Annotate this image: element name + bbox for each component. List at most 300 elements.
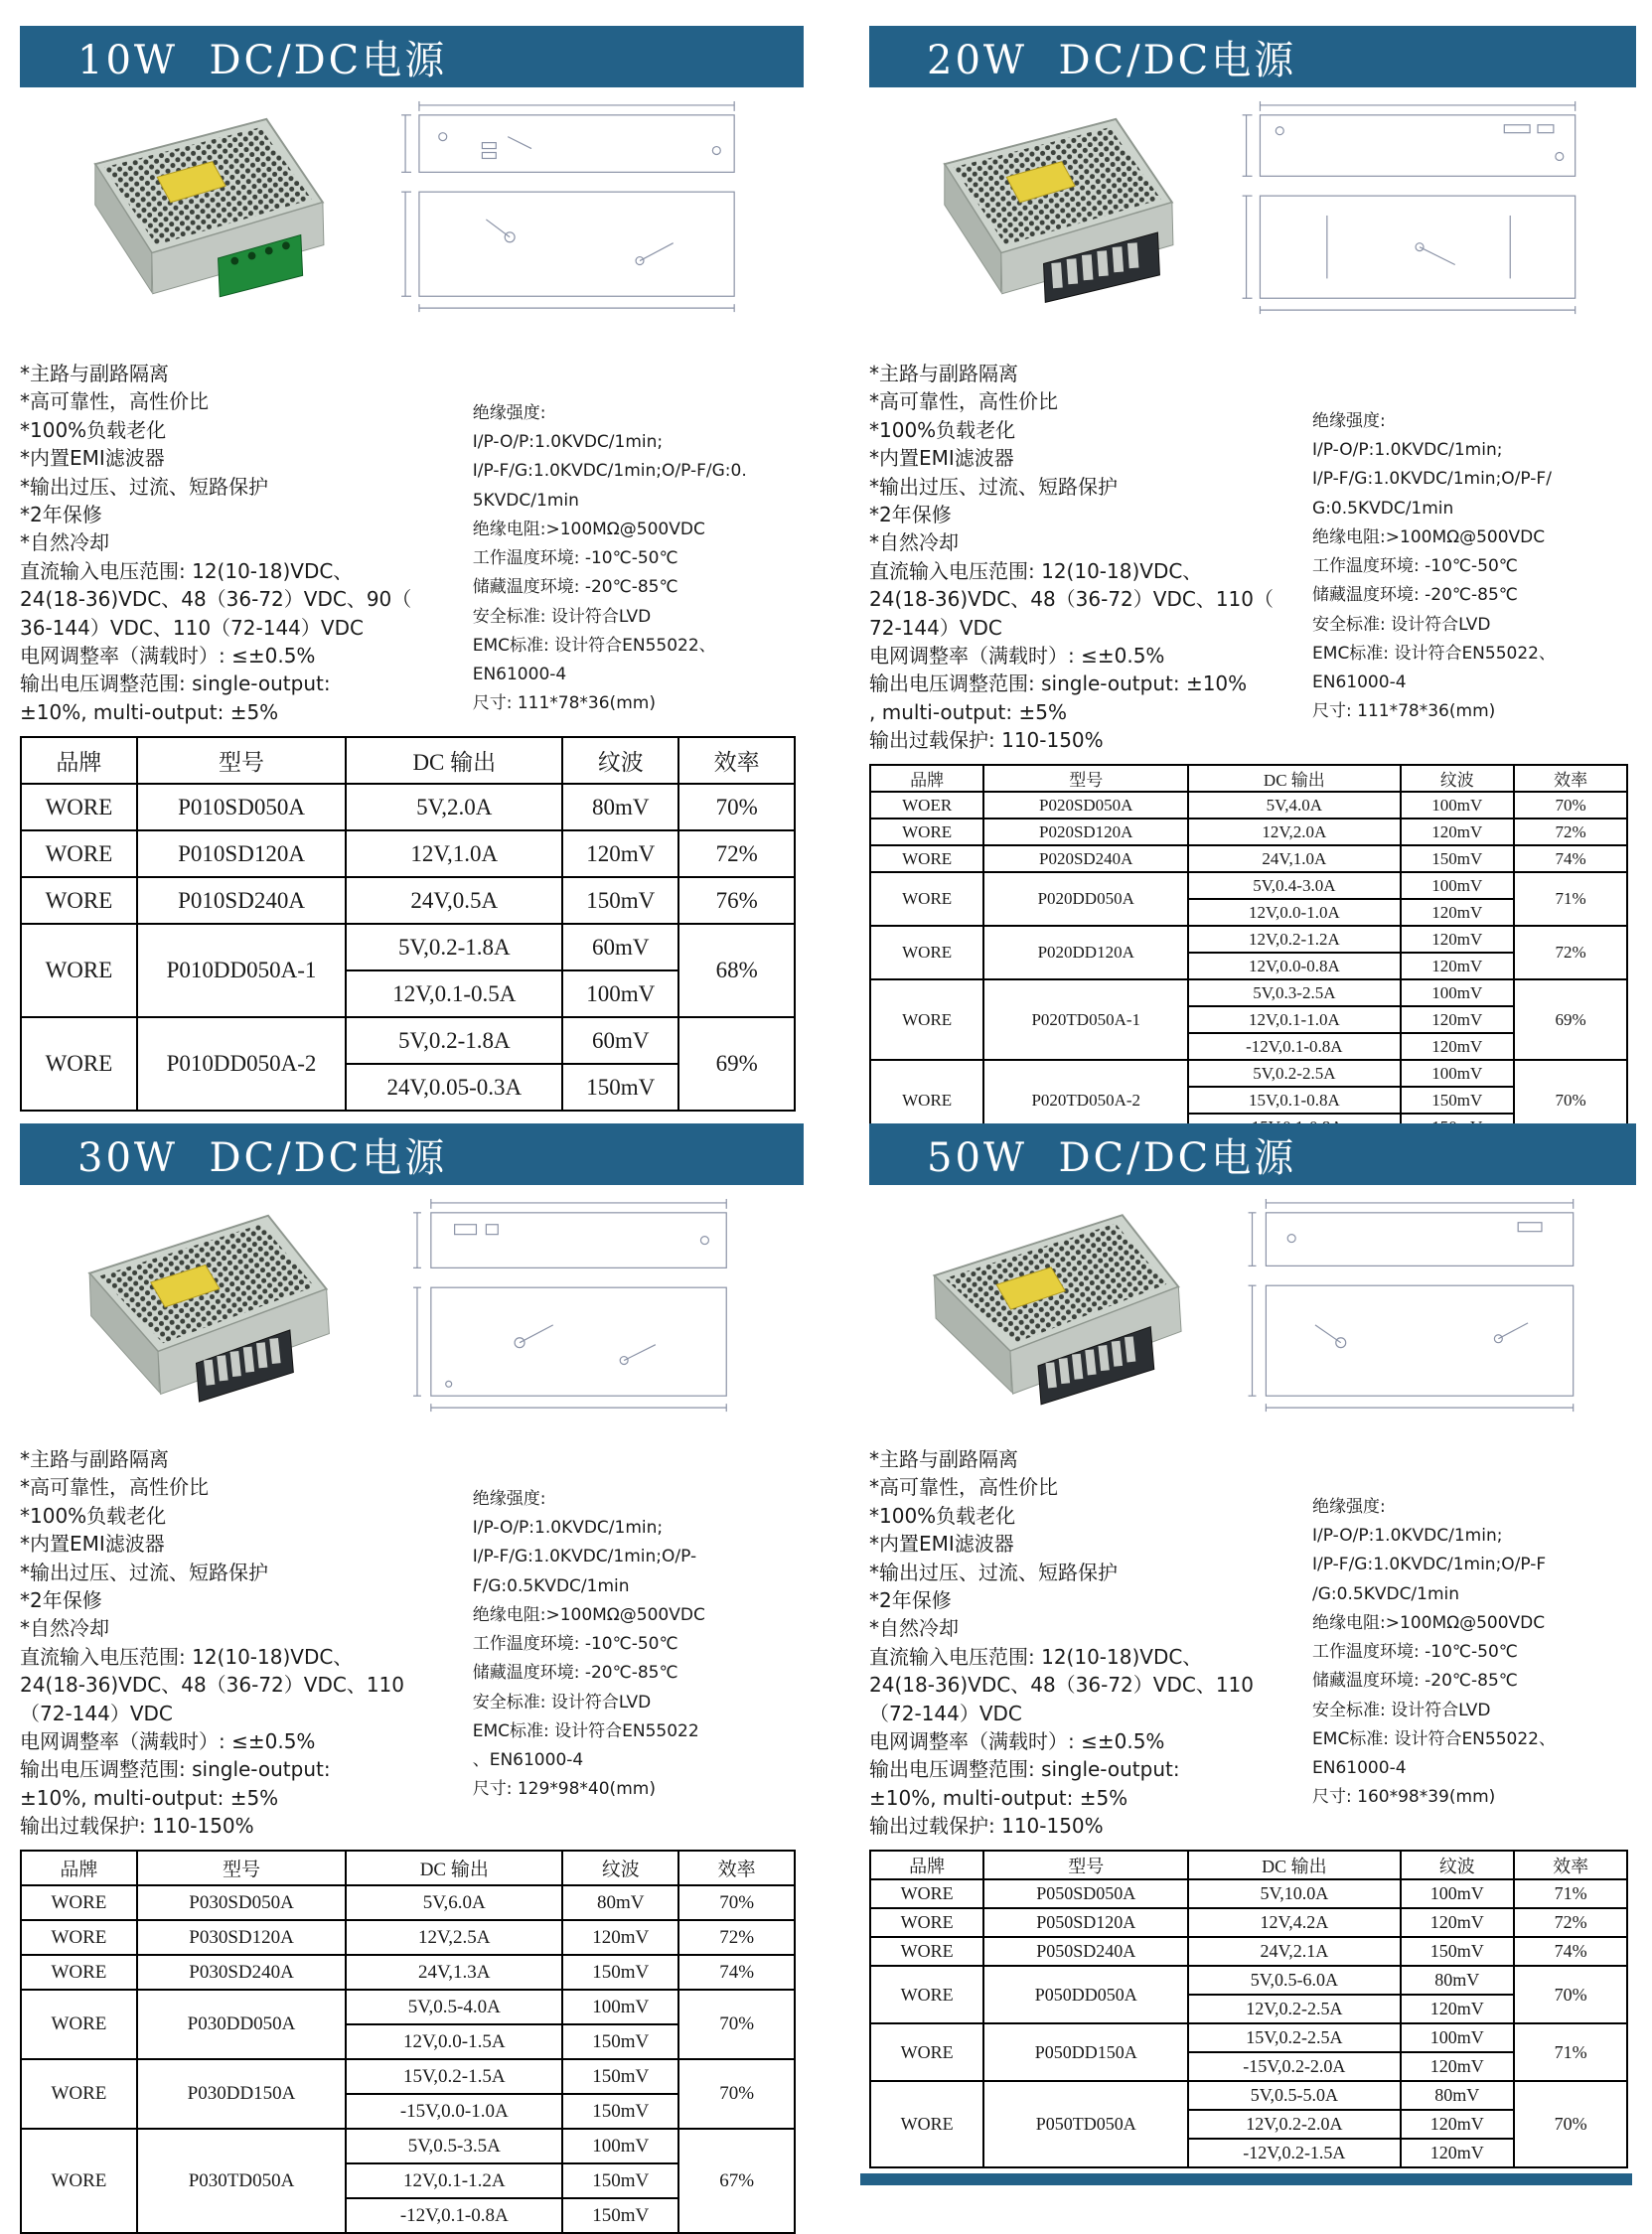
model-cell: P050DD050A [983,1966,1188,2023]
dc-output-cell: 5V,4.0A [1188,792,1400,819]
text-line: 绝缘电阻:>100MΩ@500VDC [1312,526,1546,547]
text-line: *高可靠性，高性价比 [20,1475,209,1500]
efficiency-cell: 74% [1514,1937,1627,1966]
section-banner [869,26,1636,87]
text-line: *主路与副路隔离 [20,362,169,385]
text-line: I/P-O/P:1.0KVDC/1min; [1312,1526,1503,1547]
model-cell: P030SD050A [137,1885,346,1920]
ripple-cell: 150mV [562,2024,678,2059]
text-line: 绝缘强度: [1312,1497,1386,1517]
column-header: 纹波 [562,1851,678,1885]
ripple-cell: 120mV [1401,1006,1514,1033]
text-line: 24(18-36)VDC、48（36-72）VDC、110 [869,1673,1255,1698]
table-row [870,872,1627,899]
brand-cell: WORE [21,1955,137,1990]
dc-output-cell: 5V,6.0A [346,1885,562,1920]
text-line: *自然冷却 [20,530,109,555]
header-row [21,1851,795,1885]
text-line: 绝缘电阻:>100MΩ@500VDC [472,519,705,539]
dc-output-cell: 12V,0.2-1.2A [1188,926,1400,953]
table-row [21,2129,795,2163]
ripple-cell: 120mV [562,830,678,877]
table-row [870,2081,1627,2110]
column-header: 效率 [1514,1851,1627,1879]
dimension-drawing [364,97,804,324]
dc-output-cell: 24V,0.5A [346,877,562,924]
text-line: EMC标准: 设计符合EN55022、 [472,635,716,656]
section-50w [829,1098,1652,2185]
column-header: 型号 [137,737,346,784]
specs-right [1306,1445,1636,1840]
section-banner [869,1123,1636,1185]
text-line: 5KVDC/1min [472,490,579,511]
dc-output-cell: 5V,0.5-6.0A [1188,1966,1400,1995]
section-title: 50W DC/DC电源 [927,1134,1297,1181]
column-header: 品牌 [21,1851,137,1885]
column-header: 纹波 [1401,1851,1514,1879]
ripple-cell: 150mV [562,1064,678,1111]
table-row [21,1920,795,1955]
text-line: 尺寸: 129*98*40(mm) [472,1779,656,1800]
brand-cell: WORE [21,1885,137,1920]
text-line: *自然冷却 [20,1616,109,1641]
section-title: 20W DC/DC电源 [927,37,1297,83]
text-line: 工作温度环境: -10℃-50℃ [1312,556,1518,577]
ripple-cell: 100mV [1401,1879,1514,1908]
brand-cell: WORE [870,1937,983,1966]
table-row [870,1937,1627,1966]
table-row [21,924,795,970]
brand-cell: WORE [21,1990,137,2059]
header-row [21,737,795,784]
text-line: 工作温度环境: -10℃-50℃ [472,1634,678,1655]
model-cell: P020SD240A [983,845,1188,872]
header-row [870,765,1627,792]
column-header: 型号 [983,765,1188,792]
text-line: *内置EMI滤波器 [20,446,165,471]
spec-table [869,764,1628,1141]
text-columns [869,1445,1636,1840]
text-line: EN61000-4 [472,665,567,685]
brand-cell: WORE [21,784,137,830]
model-cell: P030TD050A [137,2129,346,2233]
text-line: I/P-O/P:1.0KVDC/1min; [472,432,664,453]
text-line: 绝缘强度: [1312,411,1386,431]
text-line: *2年保修 [20,1587,102,1612]
dc-output-cell: 12V,0.0-1.0A [1188,899,1400,926]
brand-cell: WORE [21,2129,137,2233]
ripple-cell: 120mV [1401,2139,1514,2167]
text-line: 尺寸: 160*98*39(mm) [1312,1787,1496,1808]
brand-cell: WORE [870,845,983,872]
table-row [870,1966,1627,1995]
text-columns [20,1445,804,1840]
ripple-cell: 100mV [1401,872,1514,899]
efficiency-cell: 69% [1514,979,1627,1060]
text-line: *输出过压、过流、短路保护 [20,1560,268,1584]
dc-output-cell: 5V,0.5-5.0A [1188,2081,1400,2110]
text-line: *输出过压、过流、短路保护 [20,474,268,499]
table-row [21,1885,795,1920]
feature-list [20,360,467,557]
column-header: 效率 [1514,765,1627,792]
dc-output-cell: 15V,0.2-1.5A [346,2059,562,2094]
text-line: EN61000-4 [1312,1758,1407,1779]
dc-output-cell: 12V,0.2-2.5A [1188,1995,1400,2023]
psu-photo [895,1193,1185,1429]
table-row [21,1017,795,1064]
efficiency-cell: 72% [678,830,795,877]
column-header: DC 输出 [346,1851,562,1885]
section-30w [0,1098,829,2226]
dc-output-cell: 12V,0.1-1.0A [1188,1006,1400,1033]
dc-output-cell: -12V,0.1-0.8A [1188,1033,1400,1060]
text-line: 输出电压调整范围: single-output: ±10% [869,671,1248,696]
text-line: 输出电压调整范围: single-output: [869,1757,1180,1782]
text-line: *自然冷却 [869,530,959,555]
table-row [870,1879,1627,1908]
column-header: DC 输出 [1188,1851,1400,1879]
specs-left [20,557,467,726]
feature-list [20,1445,467,1643]
column-header: 效率 [678,737,795,784]
text-line: *输出过压、过流、短路保护 [869,474,1118,499]
text-line: 输出电压调整范围: single-output: [20,671,331,696]
text-line: 电网调整率（满载时）: ≤±0.5% [20,1728,316,1753]
dc-output-cell: 5V,0.5-3.5A [346,2129,562,2163]
model-cell: P030DD050A [137,1990,346,2059]
brand-cell: WORE [870,2081,983,2167]
ripple-cell: 120mV [1401,1908,1514,1937]
bottom-banner-strip [860,2173,1632,2185]
table-row [21,877,795,924]
brand-cell: WORE [870,926,983,979]
ripple-cell: 60mV [562,924,678,970]
brand-cell: WORE [21,2059,137,2129]
brand-cell: WORE [21,924,137,1017]
brand-cell: WORE [870,1966,983,2023]
efficiency-cell: 72% [678,1920,795,1955]
text-columns [20,360,804,726]
text-line: 直流输入电压范围: 12(10-18)VDC、 [869,558,1203,583]
text-line: 输出过载保护: 110-150% [869,728,1104,753]
dc-output-cell: 5V,10.0A [1188,1879,1400,1908]
text-line: *主路与副路隔离 [20,1447,169,1471]
efficiency-cell: 72% [1514,819,1627,845]
efficiency-cell: 76% [678,877,795,924]
section-banner [20,26,804,87]
text-line: 安全标准: 设计符合LVD [472,1692,652,1713]
ripple-cell: 80mV [562,784,678,830]
section-banner [20,1123,804,1185]
text-line: 24(18-36)VDC、48（36-72）VDC、90（ [20,587,412,612]
text-line: 储藏温度环境: -20℃-85℃ [1312,1671,1518,1692]
column-header: DC 输出 [1188,765,1400,792]
ripple-cell: 120mV [1401,926,1514,953]
efficiency-cell: 70% [1514,1060,1627,1140]
ripple-cell: 120mV [1401,2052,1514,2081]
text-line: *100%负载老化 [869,417,1016,442]
text-line: 工作温度环境: -10℃-50℃ [472,548,678,569]
column-header: 型号 [137,1851,346,1885]
text-line: 安全标准: 设计符合LVD [1312,614,1491,635]
brand-cell: WOER [870,792,983,819]
ripple-cell: 80mV [1401,2081,1514,2110]
text-line: *高可靠性，高性价比 [20,389,209,414]
dc-output-cell: 12V,2.5A [346,1920,562,1955]
brand-cell: WORE [21,1920,137,1955]
dc-output-cell: 5V,0.3-2.5A [1188,979,1400,1006]
column-header: 品牌 [870,1851,983,1879]
efficiency-cell: 70% [1514,792,1627,819]
text-line: （72-144）VDC [869,1701,1022,1725]
text-line: 72-144）VDC [869,615,1002,640]
psu-photo [46,95,336,332]
model-cell: P050SD120A [983,1908,1188,1937]
ripple-cell: 100mV [562,1990,678,2024]
ripple-cell: 150mV [562,877,678,924]
column-header: 型号 [983,1851,1188,1879]
specs-left [20,1643,467,1841]
efficiency-cell: 67% [678,2129,795,2233]
text-line: 绝缘电阻:>100MΩ@500VDC [1312,1612,1546,1633]
psu-photo [46,1193,336,1429]
table-row [870,1908,1627,1937]
table-row [870,845,1627,872]
efficiency-cell: 70% [678,1990,795,2059]
efficiency-cell: 70% [678,2059,795,2129]
text-line: I/P-F/G:1.0KVDC/1min;O/P-F [1312,1555,1547,1575]
dimension-drawing [1213,97,1636,324]
ripple-cell: 100mV [1401,2023,1514,2052]
model-cell: P020DD120A [983,926,1188,979]
feature-list [869,1445,1306,1643]
text-line: 尺寸: 111*78*36(mm) [472,693,656,714]
text-line: 直流输入电压范围: 12(10-18)VDC、 [20,1644,354,1669]
model-cell: P020DD050A [983,872,1188,926]
dc-output-cell: 5V,0.2-2.5A [1188,1060,1400,1087]
brand-cell: WORE [870,1879,983,1908]
specs-left [869,1643,1306,1841]
text-line: 、EN61000-4 [472,1750,584,1771]
efficiency-cell: 71% [1514,2023,1627,2081]
table-row [21,784,795,830]
model-cell: P010DD050A-2 [137,1017,346,1111]
efficiency-cell: 70% [678,1885,795,1920]
dc-output-cell: 12V,2.0A [1188,819,1400,845]
section-10w [0,0,829,1098]
section-title: 10W DC/DC电源 [77,37,448,83]
text-line: （72-144）VDC [20,1701,173,1725]
efficiency-cell: 74% [678,1955,795,1990]
ripple-cell: 100mV [562,970,678,1017]
model-cell: P020TD050A-2 [983,1060,1188,1140]
model-cell: P020SD050A [983,792,1188,819]
table-row [21,1955,795,1990]
text-line: 安全标准: 设计符合LVD [472,606,652,627]
brand-cell: WORE [21,877,137,924]
brand-cell: WORE [870,872,983,926]
text-line: 安全标准: 设计符合LVD [1312,1700,1491,1720]
dc-output-cell: 12V,0.0-0.8A [1188,953,1400,979]
efficiency-cell: 70% [1514,1966,1627,2023]
ripple-cell: 150mV [1401,845,1514,872]
efficiency-cell: 71% [1514,1879,1627,1908]
text-line: 输出电压调整范围: single-output: [20,1757,331,1782]
text-line: *自然冷却 [869,1616,959,1641]
model-cell: P010DD050A-1 [137,924,346,1017]
ripple-cell: 100mV [562,2129,678,2163]
text-line: 电网调整率（满载时）: ≤±0.5% [869,643,1165,668]
section-title: 30W DC/DC电源 [77,1134,448,1181]
dc-output-cell: 5V,0.5-4.0A [346,1990,562,2024]
brand-cell: WORE [870,1060,983,1140]
specs-right [1306,360,1636,754]
dc-output-cell: -15V,0.0-1.0A [346,2094,562,2129]
psu-photo [895,95,1185,332]
efficiency-cell: 70% [678,784,795,830]
table-row [870,2023,1627,2052]
dimension-drawing [1213,1195,1636,1421]
dc-output-cell: 5V,0.4-3.0A [1188,872,1400,899]
text-line: 绝缘强度: [472,403,546,423]
ripple-cell: 120mV [562,1920,678,1955]
ripple-cell: 60mV [562,1017,678,1064]
media-row [20,95,804,356]
ripple-cell: 150mV [562,1955,678,1990]
model-cell: P050SD240A [983,1937,1188,1966]
text-line: F/G:0.5KVDC/1min [472,1575,630,1596]
dc-output-cell: 12V,0.1-0.5A [346,970,562,1017]
dc-output-cell: -12V,0.1-0.8A [346,2198,562,2233]
text-line: *2年保修 [869,502,952,526]
spec-table [869,1850,1628,2168]
text-line: 输出过载保护: 110-150% [20,1814,254,1839]
media-row [869,95,1636,356]
text-line: 储藏温度环境: -20℃-85℃ [472,1663,678,1684]
text-line: *2年保修 [869,1587,952,1612]
text-line: 直流输入电压范围: 12(10-18)VDC、 [869,1644,1203,1669]
text-line: G:0.5KVDC/1min [1312,498,1454,519]
table-row [870,926,1627,953]
text-line: 输出过载保护: 110-150% [869,1814,1104,1839]
efficiency-cell: 72% [1514,1908,1627,1937]
spec-table [20,736,796,1112]
text-line: 储藏温度环境: -20℃-85℃ [1312,585,1518,606]
text-line: *主路与副路隔离 [869,362,1018,385]
text-line: EN61000-4 [1312,672,1407,693]
text-line: 24(18-36)VDC、48（36-72）VDC、110 [20,1673,405,1698]
text-line: 尺寸: 111*78*36(mm) [1312,701,1496,722]
efficiency-cell: 68% [678,924,795,1017]
specs-right [467,360,804,726]
brand-cell: WORE [870,979,983,1060]
dc-output-cell: 24V,1.3A [346,1955,562,1990]
table-row [21,1990,795,2024]
ripple-cell: 150mV [1401,1087,1514,1114]
efficiency-cell: 71% [1514,872,1627,926]
text-line: *2年保修 [20,502,102,526]
feature-list [869,360,1306,557]
table-row [870,1060,1627,1087]
ripple-cell: 150mV [1401,1937,1514,1966]
text-line: ±10%, multi-output: ±5% [20,1785,279,1810]
model-cell: P030DD150A [137,2059,346,2129]
text-line: ±10%, multi-output: ±5% [869,1785,1128,1810]
text-line: I/P-F/G:1.0KVDC/1min;O/P-F/ [1312,469,1552,490]
ripple-cell: 120mV [1401,1995,1514,2023]
column-header: 效率 [678,1851,795,1885]
efficiency-cell: 72% [1514,926,1627,979]
text-line: 电网调整率（满载时）: ≤±0.5% [20,643,316,668]
model-cell: P010SD240A [137,877,346,924]
text-line: 36-144）VDC、110（72-144）VDC [20,615,364,640]
text-line: *100%负载老化 [20,417,167,442]
ripple-cell: 150mV [562,2094,678,2129]
efficiency-cell: 70% [1514,2081,1627,2167]
brand-cell: WORE [21,1017,137,1111]
table-row [870,792,1627,819]
model-cell: P020SD120A [983,819,1188,845]
model-cell: P020TD050A-1 [983,979,1188,1060]
text-line: *输出过压、过流、短路保护 [869,1560,1118,1584]
dc-output-cell: 5V,2.0A [346,784,562,830]
specs-left [869,557,1306,755]
text-line: , multi-output: ±5% [869,699,1067,724]
section-20w [829,0,1652,1110]
text-line: ±10%, multi-output: ±5% [20,699,279,724]
table-row [870,819,1627,845]
brand-cell: WORE [870,2023,983,2081]
dc-output-cell: 15V,0.1-0.8A [1188,1087,1400,1114]
text-line: *100%负载老化 [869,1503,1016,1528]
dc-output-cell: -15V,0.2-2.0A [1188,2052,1400,2081]
text-columns [869,360,1636,754]
text-line: 直流输入电压范围: 12(10-18)VDC、 [20,558,354,583]
text-line: EMC标准: 设计符合EN55022、 [1312,643,1556,664]
text-line: *内置EMI滤波器 [869,446,1014,471]
text-line: I/P-O/P:1.0KVDC/1min; [472,1518,664,1539]
specs-right [467,1445,804,1840]
ripple-cell: 150mV [562,2163,678,2198]
header-row [870,1851,1627,1879]
column-header: 纹波 [1401,765,1514,792]
dimension-drawing [364,1195,804,1421]
dc-output-cell: 12V,0.1-1.2A [346,2163,562,2198]
dc-output-cell: 12V,0.0-1.5A [346,2024,562,2059]
ripple-cell: 100mV [1401,792,1514,819]
text-line: I/P-F/G:1.0KVDC/1min;O/P-F/G:0. [472,461,747,482]
ripple-cell: 150mV [562,2198,678,2233]
efficiency-cell: 69% [678,1017,795,1111]
model-cell: P050DD150A [983,2023,1188,2081]
dc-output-cell: 12V,4.2A [1188,1908,1400,1937]
text-line: I/P-F/G:1.0KVDC/1min;O/P- [472,1547,697,1567]
brand-cell: WORE [870,1908,983,1937]
text-line: 绝缘电阻:>100MΩ@500VDC [472,1604,705,1625]
text-line: *内置EMI滤波器 [20,1532,165,1557]
ripple-cell: 120mV [1401,2110,1514,2139]
ripple-cell: 120mV [1401,899,1514,926]
column-header: DC 输出 [346,737,562,784]
ripple-cell: 100mV [1401,979,1514,1006]
text-line: 储藏温度环境: -20℃-85℃ [472,577,678,598]
text-line: *100%负载老化 [20,1503,167,1528]
ripple-cell: 100mV [1401,1060,1514,1087]
column-header: 纹波 [562,737,678,784]
text-line: EMC标准: 设计符合EN55022 [472,1720,699,1741]
text-line: *内置EMI滤波器 [869,1532,1014,1557]
